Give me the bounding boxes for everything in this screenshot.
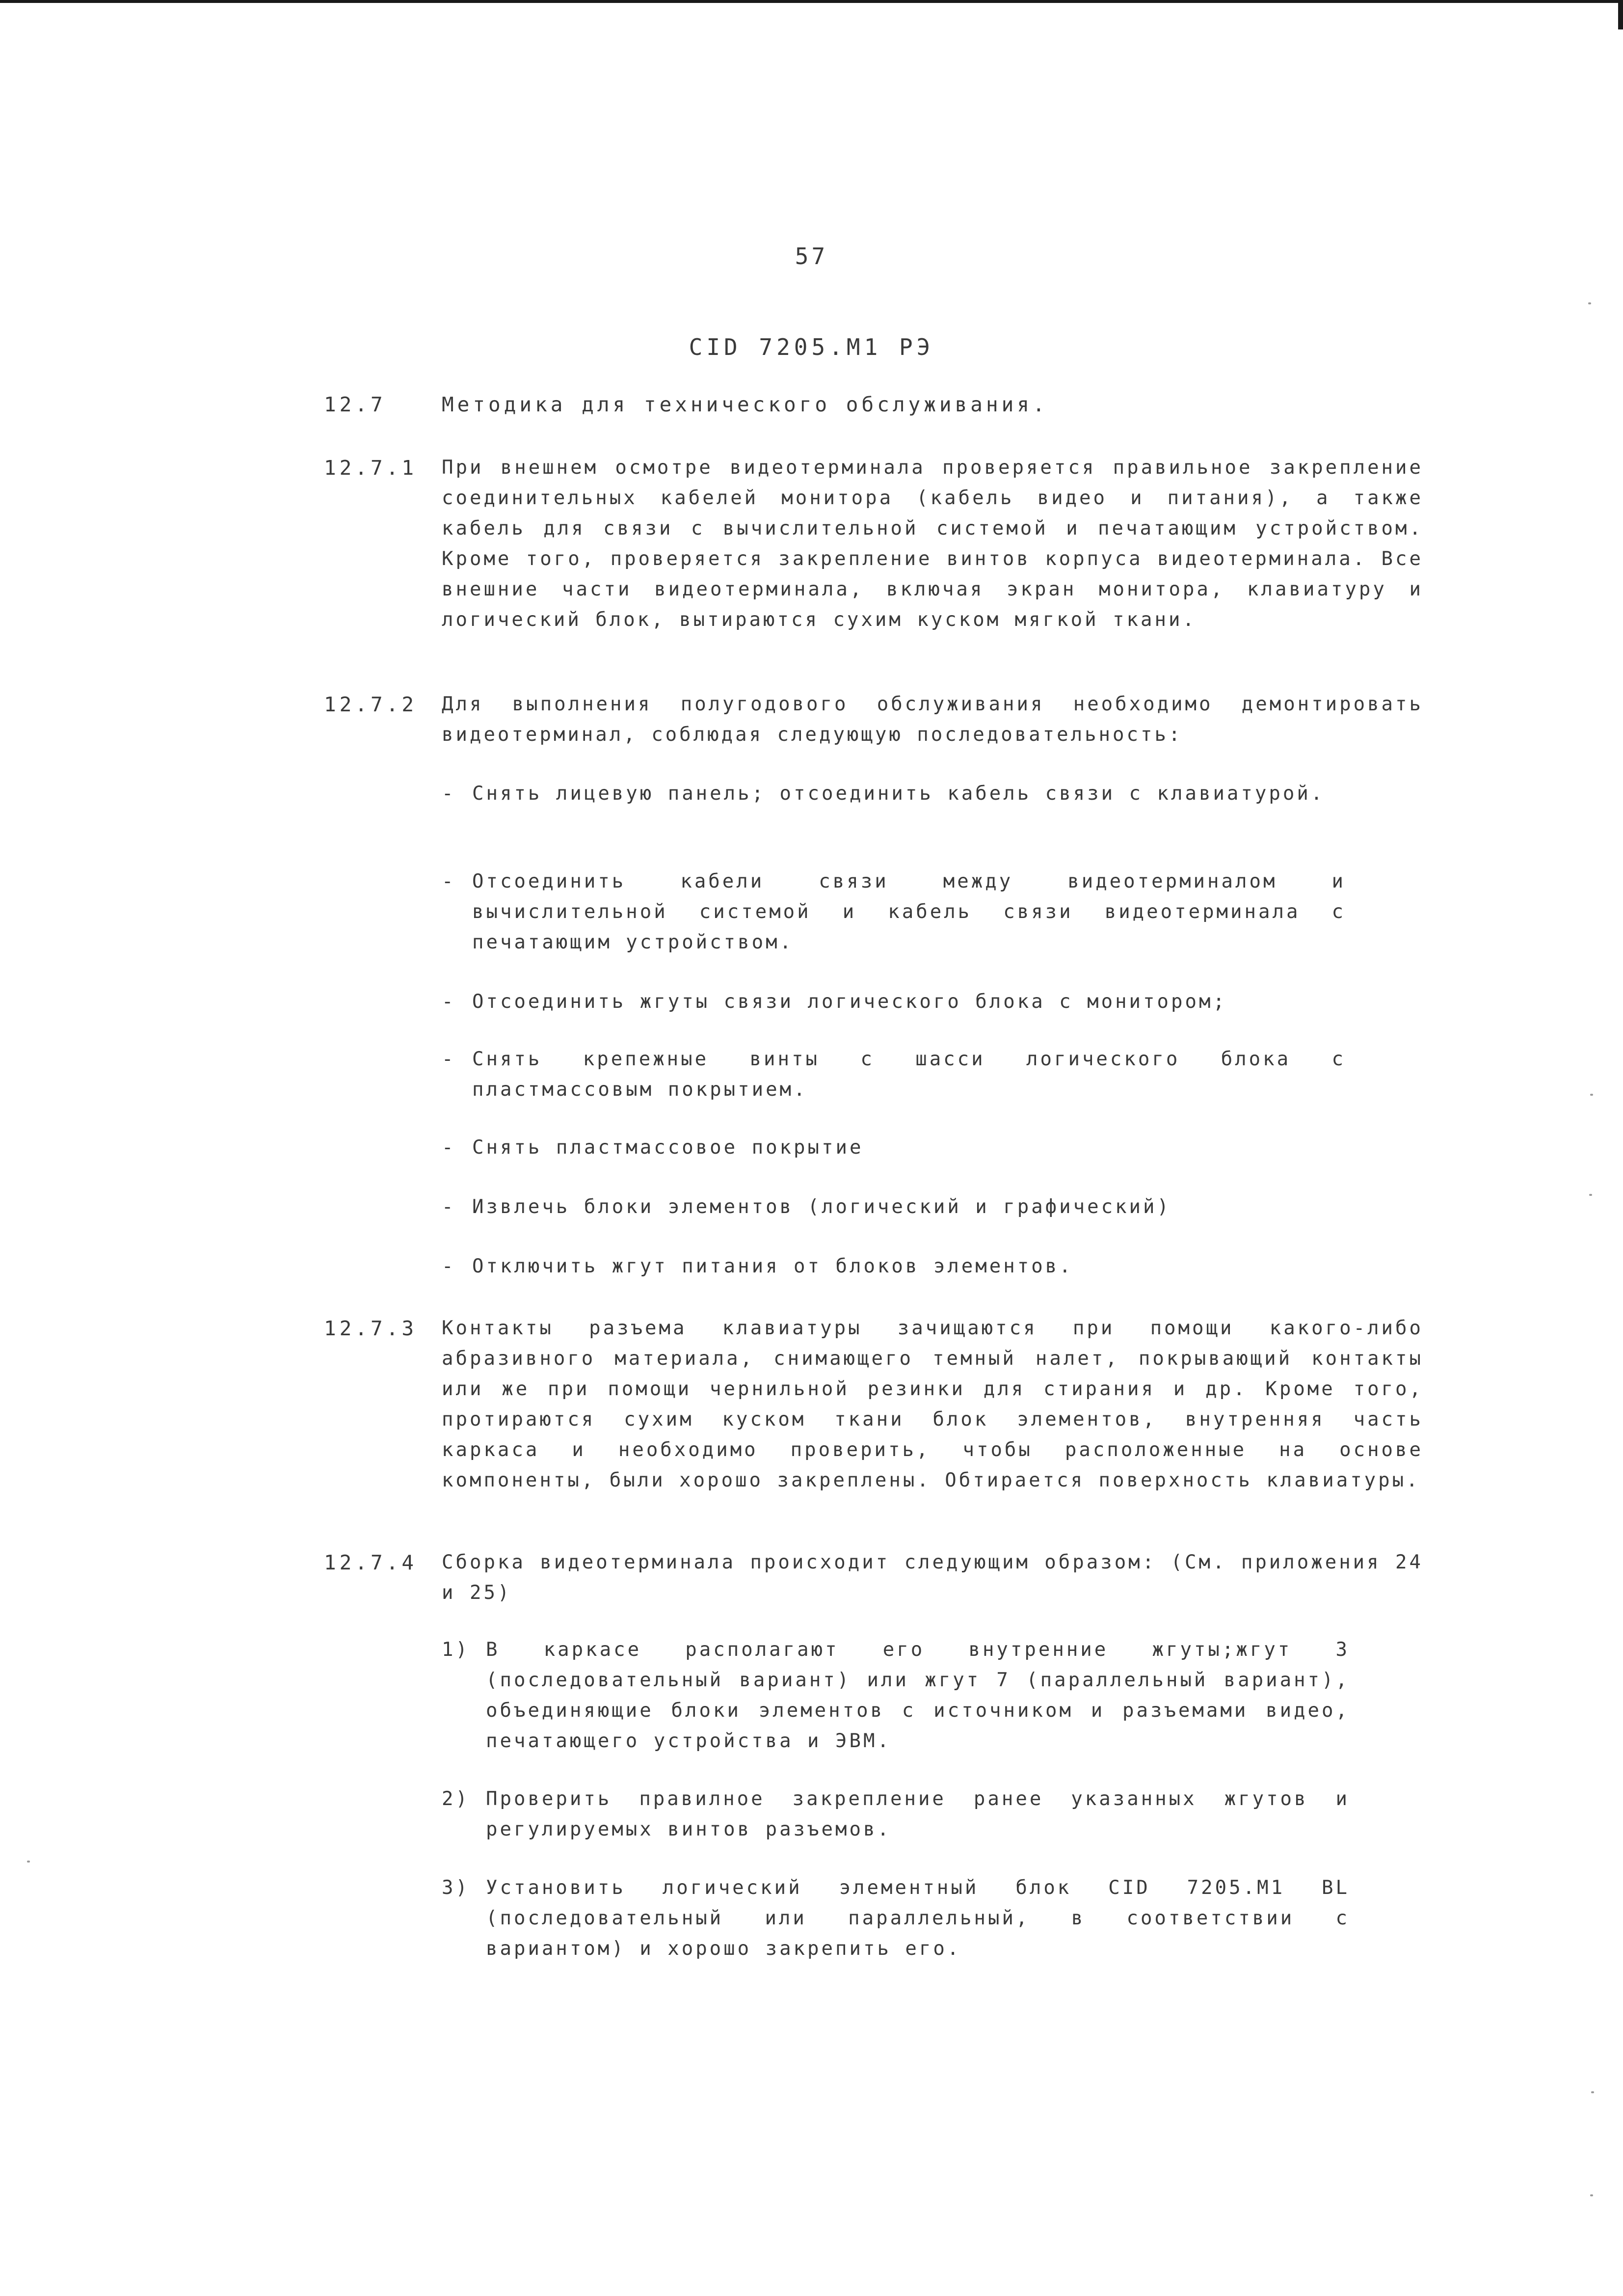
heading-number: 12.7 xyxy=(324,393,386,416)
list-bullet: - xyxy=(442,1048,456,1070)
scan-edge-right xyxy=(1618,0,1623,29)
section-text: При внешнем осмотре видеотерминала проверяется правильное закрепление соединительных кабелей монитора (кабель видео и питания), а также кабель для связи с вычислительной системой и печатающим устройством. Кроме того, проверяется закрепление винтов корпуса видеотерминала. Все внешние части видеотерминала, включая экран монитора, клавиатуру и логический блок, вытираются сухим куском мягкой ткани. xyxy=(442,457,1423,631)
page-number: 57 xyxy=(795,243,828,270)
list-bullet: - xyxy=(442,991,456,1013)
list-item-text: Снять пластмассовое покрытие xyxy=(472,1136,864,1159)
list-bullet: - xyxy=(442,870,456,892)
list-item-text: Снять крепежные винты с шасси логического блока с пластмассовым покрытием. xyxy=(472,1048,1346,1101)
step-number: 1) xyxy=(442,1639,470,1661)
step-text: В каркасе располагают его внутренние жгуты;жгут 3 (последовательный вариант) или жгут 7 (параллельный вариант), объединяющие блоки элементов с источником и разъемами видео, печатающего устройства и ЭВМ. xyxy=(486,1639,1350,1752)
section-number: 12.7.4 xyxy=(324,1551,418,1574)
section-number: 12.7.1 xyxy=(324,456,418,480)
list-bullet: - xyxy=(442,1196,456,1218)
list-item-text: Отключить жгут питания от блоков элементов. xyxy=(472,1255,1073,1277)
scan-speck xyxy=(1589,1194,1592,1196)
section-text: Сборка видеотерминала происходит следующим образом: (См. приложения 24 и 25) xyxy=(442,1551,1423,1604)
list-bullet: - xyxy=(442,1255,456,1277)
section-text: Для выполнения полугодового обслуживания необходимо демонтировать видеотерминал, соблюдая следующую последовательность: xyxy=(442,693,1423,746)
list-item-text: Отсоединить жгуты связи логического блока с монитором; xyxy=(472,991,1227,1013)
section-number: 12.7.2 xyxy=(324,693,418,716)
list-item-text: Отсоединить кабели связи между видеотерминалом и вычислительной системой и кабель связи видеотерминала с печатающим устройством. xyxy=(472,870,1346,953)
step-number: 3) xyxy=(442,1877,470,1899)
scan-speck xyxy=(1590,1094,1593,1096)
document-id: CID 7205.M1 РЭ xyxy=(689,334,934,360)
section-number: 12.7.3 xyxy=(324,1317,418,1340)
list-item-text: Снять лицевую панель; отсоединить кабель связи с клавиатурой. xyxy=(472,783,1325,805)
heading-text: Методика для технического обслуживания. xyxy=(442,393,1048,416)
list-item-text: Извлечь блоки элементов (логический и графический) xyxy=(472,1196,1171,1218)
step-text: Установить логический элементный блок CID 7205.M1 BL (последовательный или параллельный, в соответствии с вариантом) и хорошо закрепить его. xyxy=(486,1877,1350,1960)
scan-speck xyxy=(1588,302,1591,304)
list-bullet: - xyxy=(442,783,456,805)
scan-edge-top xyxy=(0,0,1623,3)
step-text: Проверить правилное закрепление ранее указанных жгутов и регулируемых винтов разъемов. xyxy=(486,1788,1350,1840)
scan-speck xyxy=(27,1861,30,1863)
list-bullet: - xyxy=(442,1136,456,1159)
section-text: Контакты разъема клавиатуры зачищаются при помощи какого-либо абразивного материала, снимающего темный налет, покрывающий контакты или же при помощи чернильной резинки для стирания и др. Кроме того, протираются сухим куском ткани блок элементов, внутренняя часть каркаса и необходимо проверить, чтобы расположенные на основе компоненты, были хорошо закреплены. Обтирается поверхность клавиатуры. xyxy=(442,1317,1423,1491)
step-number: 2) xyxy=(442,1788,470,1810)
scan-speck xyxy=(1591,2091,1594,2093)
scan-speck xyxy=(1590,2194,1593,2196)
